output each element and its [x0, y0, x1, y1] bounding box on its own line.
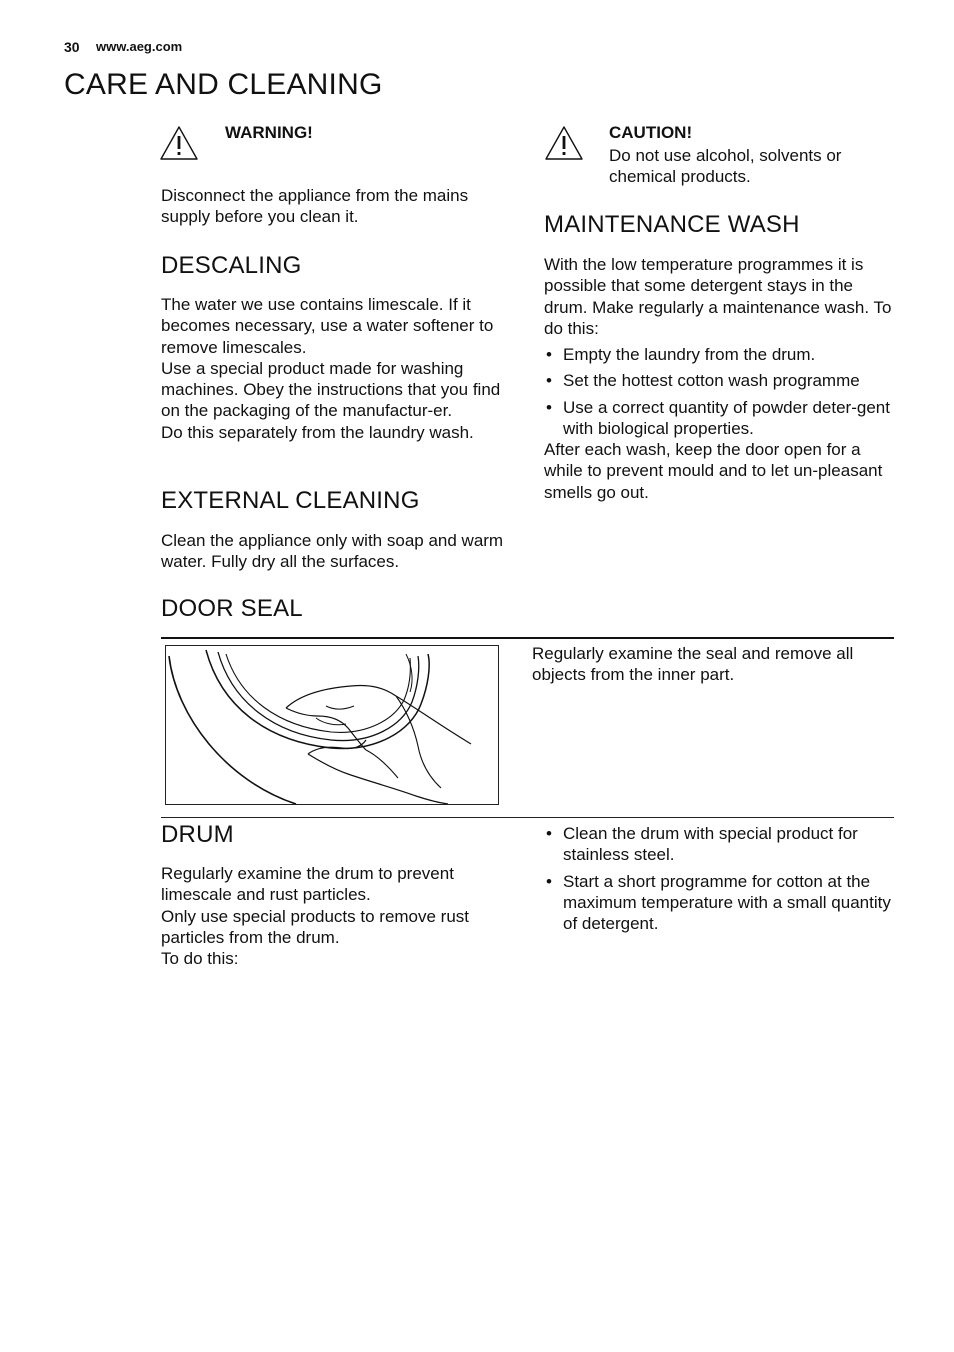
maintenance-wash-steps: [544, 344, 899, 444]
descaling-paragraph: Do this separately from the laundry wash.: [161, 422, 474, 442]
door-seal-heading: DOOR SEAL: [161, 595, 303, 622]
door-seal-illustration: [165, 645, 499, 805]
drum-paragraph: Only use special products to remove rust particles from the drum.: [161, 906, 470, 947]
list-item: • Start a short programme for cotton at the maximum temperature with a small quantity of detergent.: [544, 871, 899, 935]
caution-text: Do not use alcohol, solvents or chemical products.: [609, 146, 842, 187]
drum-steps: [544, 823, 899, 939]
list-item: • Use a correct quantity of powder deter-gent with biological properties.: [544, 397, 899, 440]
warning-text: Disconnect the appliance from the mains supply before you clean it.: [161, 186, 469, 227]
drum-heading: DRUM: [161, 821, 234, 848]
list-item: • Clean the drum with special product for stainless steel.: [544, 823, 899, 866]
descaling-paragraph: The water we use contains limescale. If it becomes necessary, use a water softener to remove limescales.: [161, 295, 494, 357]
door-seal-text: Regularly examine the seal and remove all objects from the inner part.: [532, 644, 854, 685]
descaling-heading: DESCALING: [161, 252, 302, 279]
maintenance-wash-outro: After each wash, keep the door open for a while to prevent mould and to let un-pleasant smells go out.: [544, 440, 883, 502]
section-divider: [161, 817, 894, 818]
descaling-body: [161, 294, 506, 443]
list-item: • Empty the laundry from the drum.: [544, 344, 899, 365]
warning-title: WARNING!: [225, 123, 313, 142]
section-divider: [161, 637, 894, 639]
maintenance-wash-intro: With the low temperature programmes it is possible that some detergent stays in the drum. Make regularly a maintenance wash. To do this:: [544, 255, 892, 338]
external-cleaning-heading: EXTERNAL CLEANING: [161, 487, 420, 514]
drum-body: [161, 863, 506, 969]
page-title: CARE AND CLEANING: [64, 68, 383, 101]
maintenance-wash-heading: MAINTENANCE WASH: [544, 211, 800, 238]
hand-cleaning-door-seal-image: [166, 646, 498, 804]
descaling-paragraph: Use a special product made for washing machines. Obey the instructions that you find on the packaging of the manufactur-er.: [161, 358, 501, 421]
caution-triangle-icon: [544, 125, 584, 161]
list-item: • Set the hottest cotton wash programme: [544, 370, 899, 391]
drum-paragraph: Regularly examine the drum to prevent limescale and rust particles.: [161, 864, 454, 905]
page-number: 30: [64, 39, 80, 55]
warning-triangle-icon: [159, 125, 199, 161]
external-cleaning-text: Clean the appliance only with soap and warm water. Fully dry all the surfaces.: [161, 531, 504, 572]
website-url: www.aeg.com: [96, 39, 183, 54]
caution-title: CAUTION!: [609, 123, 693, 142]
drum-paragraph: To do this:: [161, 949, 239, 969]
